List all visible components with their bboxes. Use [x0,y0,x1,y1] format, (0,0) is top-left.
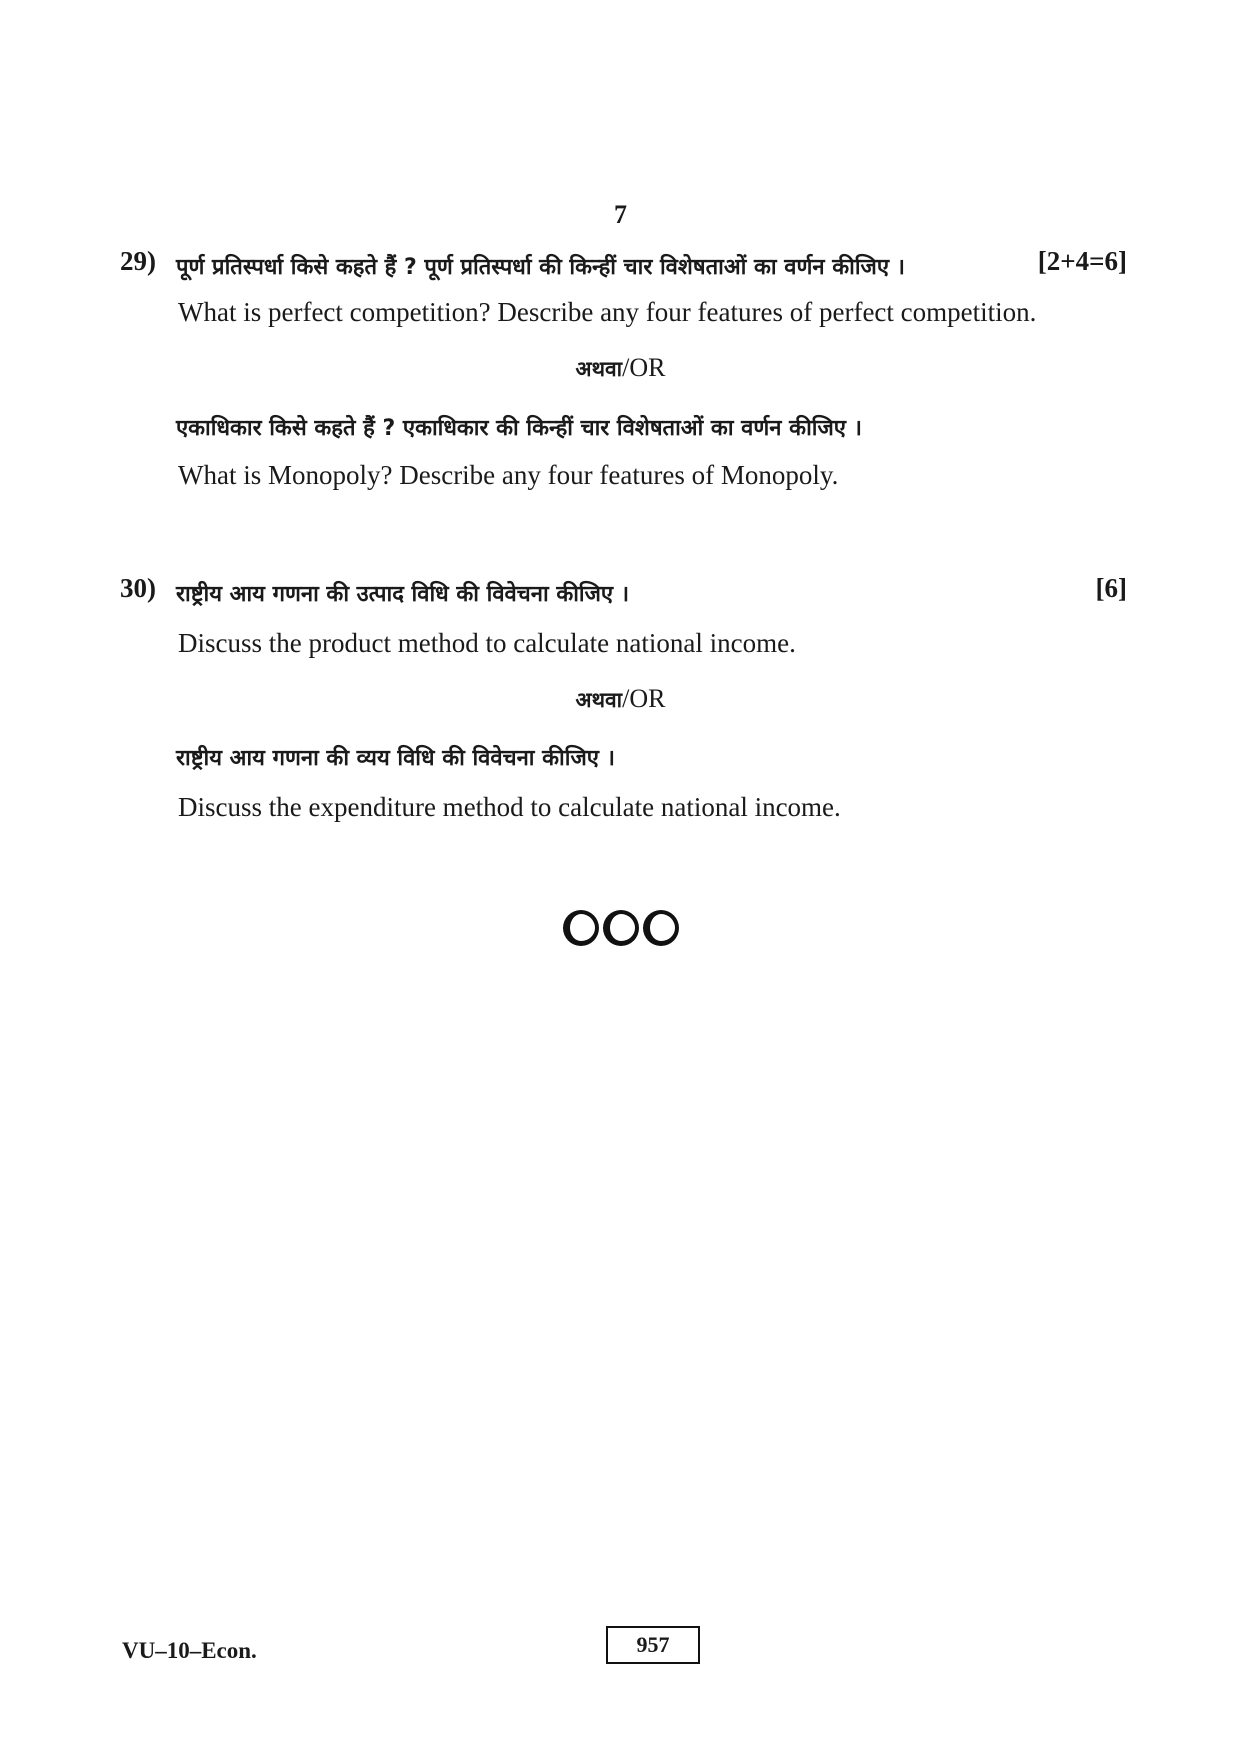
or-english: /OR [622,353,666,382]
three-circles-end-icon [0,910,1241,946]
question-number: 30) [120,573,156,603]
alternative-english-text: What is Monopoly? Describe any four features of Monopoly. [178,460,839,490]
question-marks: [2+4=6] [1037,246,1127,276]
or-separator [0,353,1241,383]
footer-paper-code: VU–10–Econ. [122,1638,257,1663]
or-hindi: अथवा [575,357,623,381]
question-number: 29) [120,246,156,276]
alternative-hindi-text: एकाधिकार किसे कहते हैं ? एकाधिकार की किन्हीं चार विशेषताओं का वर्णन कीजिए । [176,416,862,441]
circle-icon [603,910,639,946]
or-separator [0,684,1241,714]
page-number: 7 [614,200,627,229]
footer-page-box: 957 [606,1626,700,1664]
circle-icon [643,910,679,946]
question-hindi-text: पूर्ण प्रतिस्पर्धा किसे कहते हैं ? पूर्ण प्रतिस्पर्धा की किन्हीं चार विशेषताओं का वर्णन कीजिए । [176,255,905,280]
or-english: /OR [622,684,666,713]
question-english-text: Discuss the product method to calculate national income. [178,628,796,658]
question-english-text: What is perfect competition? Describe any four features of perfect competition. [178,297,1037,327]
circle-icon [563,910,599,946]
alternative-english-text: Discuss the expenditure method to calculate national income. [178,792,841,822]
question-marks: [6] [1095,573,1127,603]
alternative-hindi-text: राष्ट्रीय आय गणना की व्यय विधि की विवेचना कीजिए । [176,746,615,771]
question-hindi-text: राष्ट्रीय आय गणना की उत्पाद विधि की विवेचना कीजिए । [176,582,630,607]
or-hindi: अथवा [575,688,623,712]
